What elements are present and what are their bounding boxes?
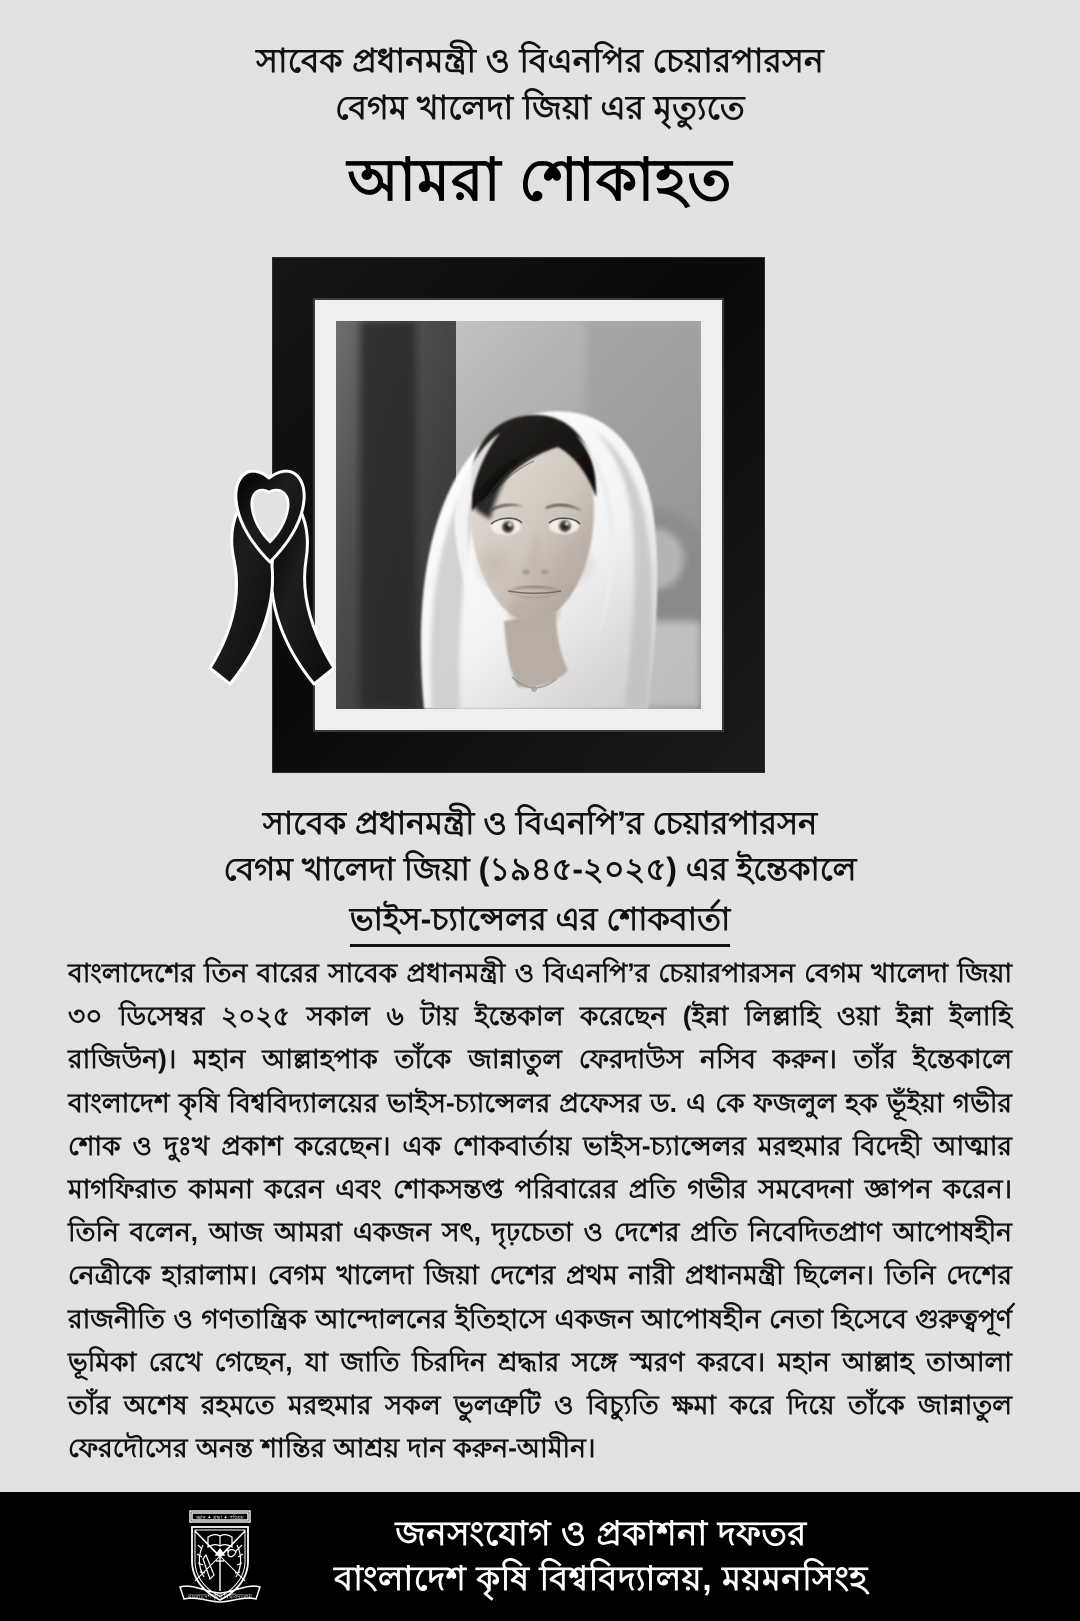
black-mourning-ribbon-icon <box>206 440 351 690</box>
header-line-1: সাবেক প্রধানমন্ত্রী ও বিএনপির চেয়ারপারসন <box>256 42 824 79</box>
footer-line-1: জনসংযোগ ও প্রকাশনা দফতর <box>395 1515 807 1554</box>
subheading-line-3: ভাইস-চ্যান্সেলর এর শোকবার্তা <box>350 896 731 947</box>
photo-frame-mat <box>315 300 722 730</box>
poster-footer <box>0 1492 1080 1621</box>
subheading-line-2: বেগম খালেদা জিয়া (১৯৪৫-২০২৫) এর ইন্তেকালে <box>223 851 857 888</box>
condolence-message-body: বাংলাদেশের তিন বারের সাবেক প্রধানমন্ত্রী ও বিএনপি’র চেয়ারপারসন বেগম খালেদা জিয়া ৩০ ডিসেম্বর ২০২৫ সকাল ৬ টায় ইন্তেকাল করেছেন (ইন্না লিল্লাহি ওয়া ইন্না ইলাহি রাজিউন)। মহান আল্লাহপাক তাঁকে জান্নাতুল ফেরদাউস নসিব করুন। তাঁর ইন্তেকালে বাংলাদেশ কৃষি বিশ্ববিদ্যালয়ের ভাইস-চ্যান্সেলর প্রফেসর ড. এ কে ফজলুল হক ভূঁইয়া গভীর শোক ও দুঃখ প্রকাশ করেছেন। এক শোকবার্তায় ভাইস-চ্যান্সেলর মরহুমার বিদেহী আত্মার মাগফিরাত কামনা করেন এবং শোকসন্তপ্ত পরিবারের প্রতি গভীর সমবেদনা জ্ঞাপন করেন। তিনি বলেন, আজ আমরা একজন সৎ, দৃঢ়চেতা ও দেশের প্রতি নিবেদিতপ্রাণ আপোষহীন নেত্রীকে হারালাম। বেগম খালেদা জিয়া দেশের প্রথম নারী প্রধানমন্ত্রী ছিলেন। তিনি দেশের রাজনীতি ও গণতান্ত্রিক আন্দোলনের ইতিহাসে একজন আপোষহীন নেতা হিসেবে গুরুত্বপূর্ণ ভূমিকা রেখে গেছেন, যা জাতি চিরদিন শ্রদ্ধার সঙ্গে স্মরণ করবে। মহান আল্লাহ তাআলা তাঁর অশেষ রহমতে মরহুমার সকল ভুলত্রুটি ও বিচ্যুতি ক্ষমা করে দিয়ে তাঁকে জান্নাতুল ফেরদৌসের অনন্ত শান্তির আশ্রয় দান করুন-আমীন। <box>68 958 1012 1464</box>
header-line-2: বেগম খালেদা জিয়া এর মৃত্যুতে <box>335 88 745 126</box>
footer-text-block <box>272 1512 1080 1600</box>
svg-text:জ্ঞান ✦ শ্রদ্ধা ✦ পরিশ্রম: জ্ঞান ✦ শ্রদ্ধা ✦ পরিশ্রম <box>196 1514 244 1521</box>
notice-subheading <box>0 800 1080 947</box>
portrait-photo <box>336 321 701 709</box>
subheading-line-1: সাবেক প্রধানমন্ত্রী ও বিএনপি’র চেয়ারপারসন <box>262 805 818 841</box>
poster-header <box>0 38 1080 213</box>
svg-text:বাংলাদেশ কৃষি বিশ্ববিদ্যালয়: বাংলাদেশ কৃষি বিশ্ববিদ্যালয় <box>188 1594 252 1600</box>
portrait-artwork <box>336 321 701 709</box>
footer-line-2: বাংলাদেশ কৃষি বিশ্ববিদ্যালয়, ময়মনসিংহ <box>334 1559 868 1598</box>
bau-university-crest-icon <box>168 1505 272 1609</box>
page-title: আমরা শোকাহত <box>347 146 733 213</box>
